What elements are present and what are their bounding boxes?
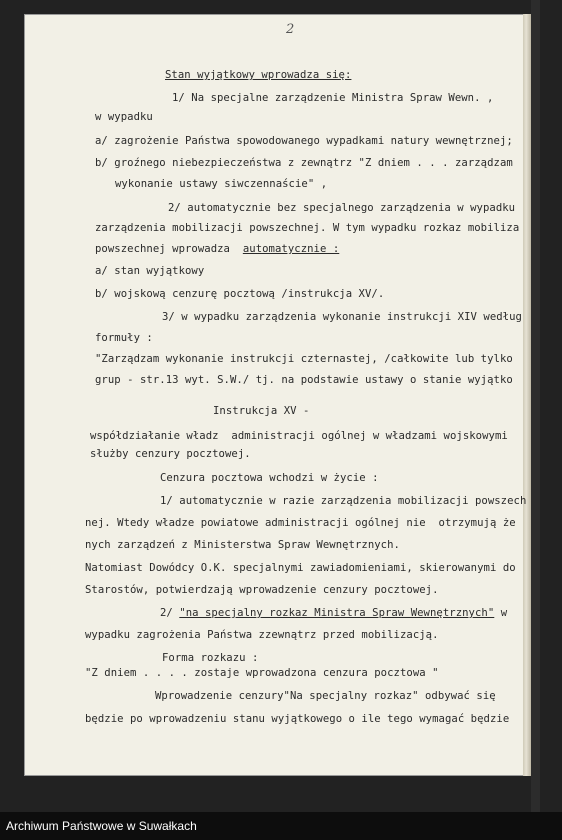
- document-page: [24, 14, 527, 776]
- text-line-specjalny-rozkaz: 2/ "na specjalny rozkaz Ministra Spraw Wewnętrznych" w: [160, 607, 508, 619]
- page-edge: [523, 14, 531, 776]
- text-line: formuły :: [95, 332, 153, 344]
- text-line: nej. Wtedy władze powiatowe administracji ogólnej nie otrzymują że: [85, 517, 516, 529]
- text-line: a/ stan wyjątkowy: [95, 265, 205, 277]
- text-line: będzie po wprowadzeniu stanu wyjątkowego o ile tego wymagać będzie: [85, 713, 510, 725]
- text-line: 1/ automatycznie w razie zarządzenia mobilizacji powszech: [160, 495, 527, 507]
- text-line: w wypadku: [95, 111, 153, 123]
- text-line: 3/ w wypadku zarządzenia wykonanie instrukcji XIV według: [162, 311, 522, 323]
- archive-credit: Archiwum Państwowe w Suwałkach: [6, 819, 197, 833]
- underlined-phrase: "na specjalny rozkaz Ministra Spraw Wewnętrznych": [179, 607, 495, 619]
- text-line: "Z dniem . . . . zostaje wprowadzona cenzura pocztowa ": [85, 667, 439, 679]
- text-line: Starostów, potwierdzają wprowadzenie cenzury pocztowej.: [85, 584, 439, 596]
- text-line: Cenzura pocztowa wchodzi w życie :: [160, 472, 379, 484]
- text-line: Natomiast Dowódcy O.K. specjalnymi zawiadomieniami, skierowanymi do: [85, 562, 516, 574]
- text-line: "Zarządzam wykonanie instrukcji czternastej, /całkowite lub tylko: [95, 353, 513, 365]
- text-line: wypadku zagrożenia Państwa zzewnątrz przed mobilizacją.: [85, 629, 439, 641]
- text-line: służby cenzury pocztowej.: [90, 448, 251, 460]
- underlined-phrase: automatycznie :: [242, 243, 340, 255]
- text-line: 2/ automatycznie bez specjalnego zarządzenia w wypadku: [168, 202, 516, 214]
- text-line: 1/ Na specjalne zarządzenie Ministra Spraw Wewn. ,: [172, 92, 494, 104]
- text-line: nych zarządzeń z Ministerstwa Spraw Wewnętrznych.: [85, 539, 400, 551]
- text-line: zarządzenia mobilizacji powszechnej. W tym wypadku rozkaz mobiliza: [95, 222, 520, 234]
- text-line: współdziałanie władz administracji ogólnej w władzami wojskowymi: [90, 430, 508, 442]
- text-line: Wprowadzenie cenzury"Na specjalny rozkaz" odbywać się: [155, 690, 496, 702]
- page-number: 2: [286, 22, 295, 37]
- text-line: wykonanie ustawy siwczennaście" ,: [115, 178, 328, 190]
- footer-bar: [0, 812, 562, 840]
- heading-instrukcja-xv: Instrukcja XV -: [213, 405, 310, 417]
- text-line: a/ zagrożenie Państwa spowodowanego wypadkami natury wewnętrznej;: [95, 135, 513, 147]
- text-line: grup - str.13 wyt. S.W./ tj. na podstawie ustawy o stanie wyjątko: [95, 374, 513, 386]
- binder-strip: [531, 0, 540, 812]
- text-line: b/ groźnego niebezpieczeństwa z zewnątrz "Z dniem . . . zarządzam: [95, 157, 513, 169]
- heading-stan-wyjatkowy: Stan wyjątkowy wprowadza się:: [165, 69, 352, 81]
- text-line-automatycznie: powszechnej wprowadza automatycznie :: [95, 243, 340, 255]
- text-line: b/ wojskową cenzurę pocztową /instrukcja XV/.: [95, 288, 385, 300]
- text-line: Forma rozkazu :: [162, 652, 259, 664]
